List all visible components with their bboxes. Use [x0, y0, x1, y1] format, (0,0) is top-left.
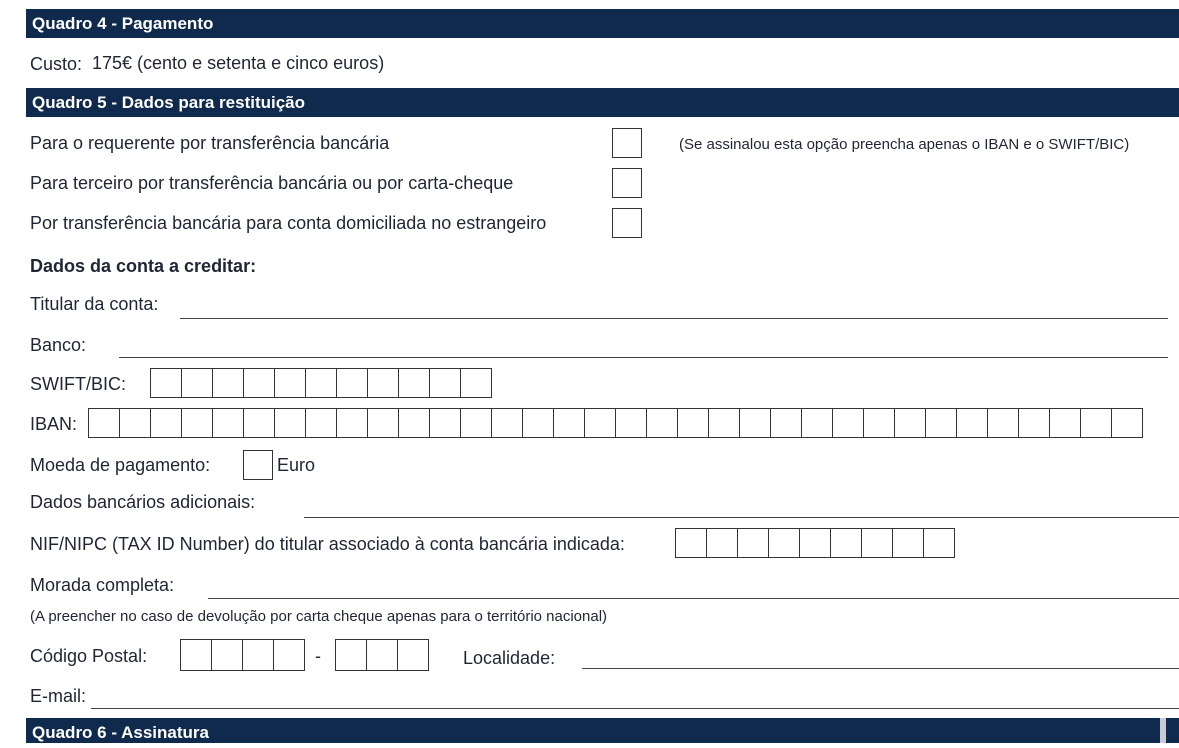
morada-input-line[interactable] — [208, 598, 1179, 599]
moeda-euro-checkbox[interactable] — [243, 450, 273, 480]
codigo-postal-prefix-cells[interactable] — [180, 639, 305, 671]
titular-input-line[interactable] — [180, 318, 1168, 319]
nif-label: NIF/NIPC (TAX ID Number) do titular associado à conta bancária indicada: — [30, 534, 625, 554]
option-requerente-checkbox[interactable] — [612, 128, 642, 158]
localidade-input-line[interactable] — [582, 668, 1179, 669]
iban-label: IBAN: — [30, 414, 78, 434]
localidade-label: Localidade: — [463, 648, 556, 668]
banco-label: Banco: — [30, 335, 87, 355]
moeda-label: Moeda de pagamento: — [30, 455, 211, 475]
custo-value: 175€ (cento e setenta e cinco euros) — [92, 53, 385, 73]
codigo-postal-separator: - — [315, 646, 321, 666]
codigo-postal-suffix-cells[interactable] — [335, 639, 429, 671]
quadro5-header: Quadro 5 - Dados para restituição — [26, 88, 1179, 117]
scrollbar-thumb[interactable] — [1160, 718, 1166, 743]
dados-adicionais-label: Dados bancários adicionais: — [30, 492, 256, 512]
swift-label: SWIFT/BIC: — [30, 374, 126, 394]
quadro6-header: Quadro 6 - Assinatura — [26, 718, 1179, 743]
moeda-euro-label: Euro — [277, 455, 316, 475]
titular-label: Titular da conta: — [30, 294, 159, 314]
option-requerente-label: Para o requerente por transferência bancária — [30, 133, 390, 153]
email-label: E-mail: — [30, 686, 87, 706]
custo-label: Custo: — [30, 54, 83, 74]
option-terceiro-checkbox[interactable] — [612, 168, 642, 198]
swift-input-cells[interactable] — [150, 368, 492, 398]
nif-input-cells[interactable] — [675, 528, 955, 558]
dados-conta-heading: Dados da conta a creditar: — [30, 256, 257, 276]
dados-adicionais-input-line[interactable] — [304, 517, 1179, 518]
quadro4-header: Quadro 4 - Pagamento — [26, 9, 1179, 38]
morada-label: Morada completa: — [30, 575, 175, 595]
iban-input-cells[interactable] — [88, 408, 1143, 438]
option-terceiro-label: Para terceiro por transferência bancária ou por carta-cheque — [30, 173, 514, 193]
banco-input-line[interactable] — [119, 357, 1168, 358]
email-input-line[interactable] — [91, 708, 1179, 709]
option-requerente-note: (Se assinalou esta opção preencha apenas o IBAN e o SWIFT/BIC) — [679, 136, 1130, 153]
option-estrangeiro-label: Por transferência bancária para conta domiciliada no estrangeiro — [30, 213, 547, 233]
codigo-postal-label: Código Postal: — [30, 646, 148, 666]
morada-note: (A preencher no caso de devolução por carta cheque apenas para o território nacional) — [30, 608, 608, 625]
option-estrangeiro-checkbox[interactable] — [612, 208, 642, 238]
